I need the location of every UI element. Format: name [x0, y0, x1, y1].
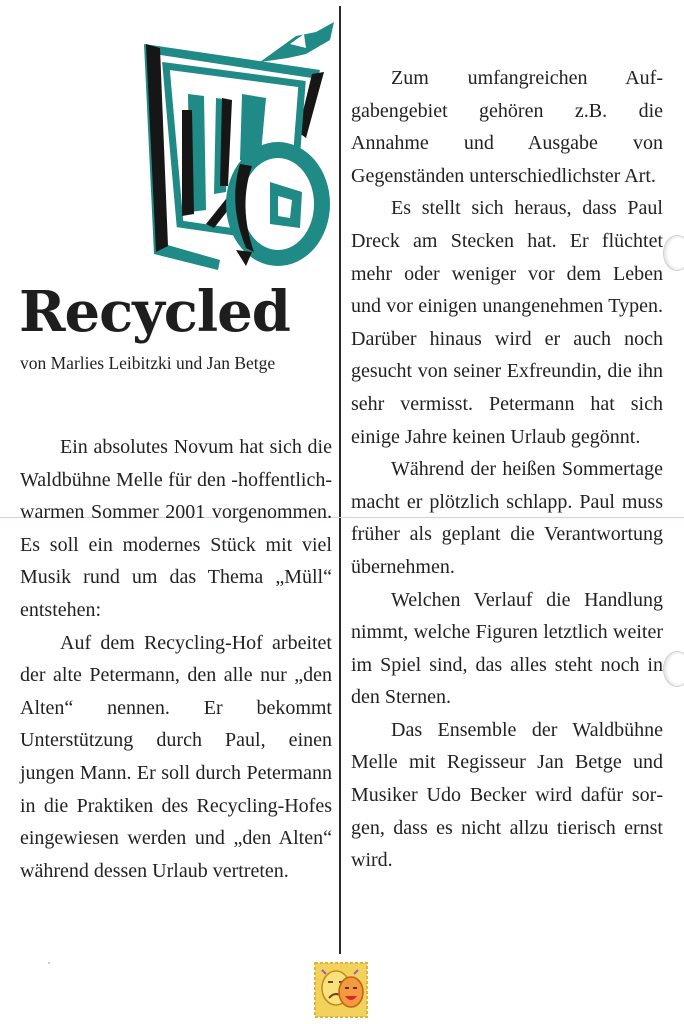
right-paragraph: Welchen Verlauf die Handlung nimmt, welche Figuren letztlich weiter im Spiel sind, das alles steht noch in den Sternen. [351, 588, 663, 709]
left-column [20, 431, 332, 887]
right-column [351, 62, 663, 877]
left-paragraph: Ein absolutes Novum hat sich die Waldbühne Melle für den -hoffentlich- warmen Sommer 2001 vorgenommen. Es soll ein modernes Stück mit viel Musik rund um das Thema „Müll“ entstehen: [20, 436, 332, 621]
punch-hole [663, 235, 684, 271]
punch-hole [663, 651, 684, 687]
article-title: Recycled [19, 279, 290, 345]
column-divider [339, 6, 341, 954]
article-byline: von Marlies Leibitzki und Jan Betge [20, 353, 276, 373]
paper-speck [48, 962, 50, 964]
theater-masks-stamp-icon [314, 962, 368, 1018]
right-paragraph: Es stellt sich heraus, dass Paul Dreck am Stecken hat. Er flüchtet mehr oder weniger vor dem Leben und vor einigen unangenehmen Typen. Darüber hinaus wird er auch noch gesucht von seiner Exfreundin, die ihn sehr vermisst. Petermann hat sich einige Jahre keinen Urlaub gegönnt. [351, 197, 663, 448]
recycling-logo-icon [120, 14, 340, 314]
right-paragraph: Das Ensemble der Waldbühne Melle mit Regisseur Jan Betge und Musiker Udo Becker wird dafür sorgen, dass es nicht allzu tierisch ernst wird. [351, 718, 663, 872]
right-paragraph: Zum umfangreichen Aufgabengebiet gehören z.B. die Annahme und Ausgabe von Gegenständen unterschiedlichster Art. [351, 67, 663, 187]
right-paragraph: Während der heißen Sommertage macht er plötzlich schlapp. Paul muss früher als geplant die Verantwortung übernehmen. [351, 458, 663, 578]
left-paragraph: Auf dem Recycling-Hof arbeitet der alte Petermann, den alle nur „den Alten“ nennen. Er bekommt Unterstützung durch Paul, einen jungen Mann. Er soll durch Petermann in die Praktiken des Recycling-Hofes eingewiesen werden und „den Alten“ während dessen Urlaub vertreten. [20, 631, 332, 882]
